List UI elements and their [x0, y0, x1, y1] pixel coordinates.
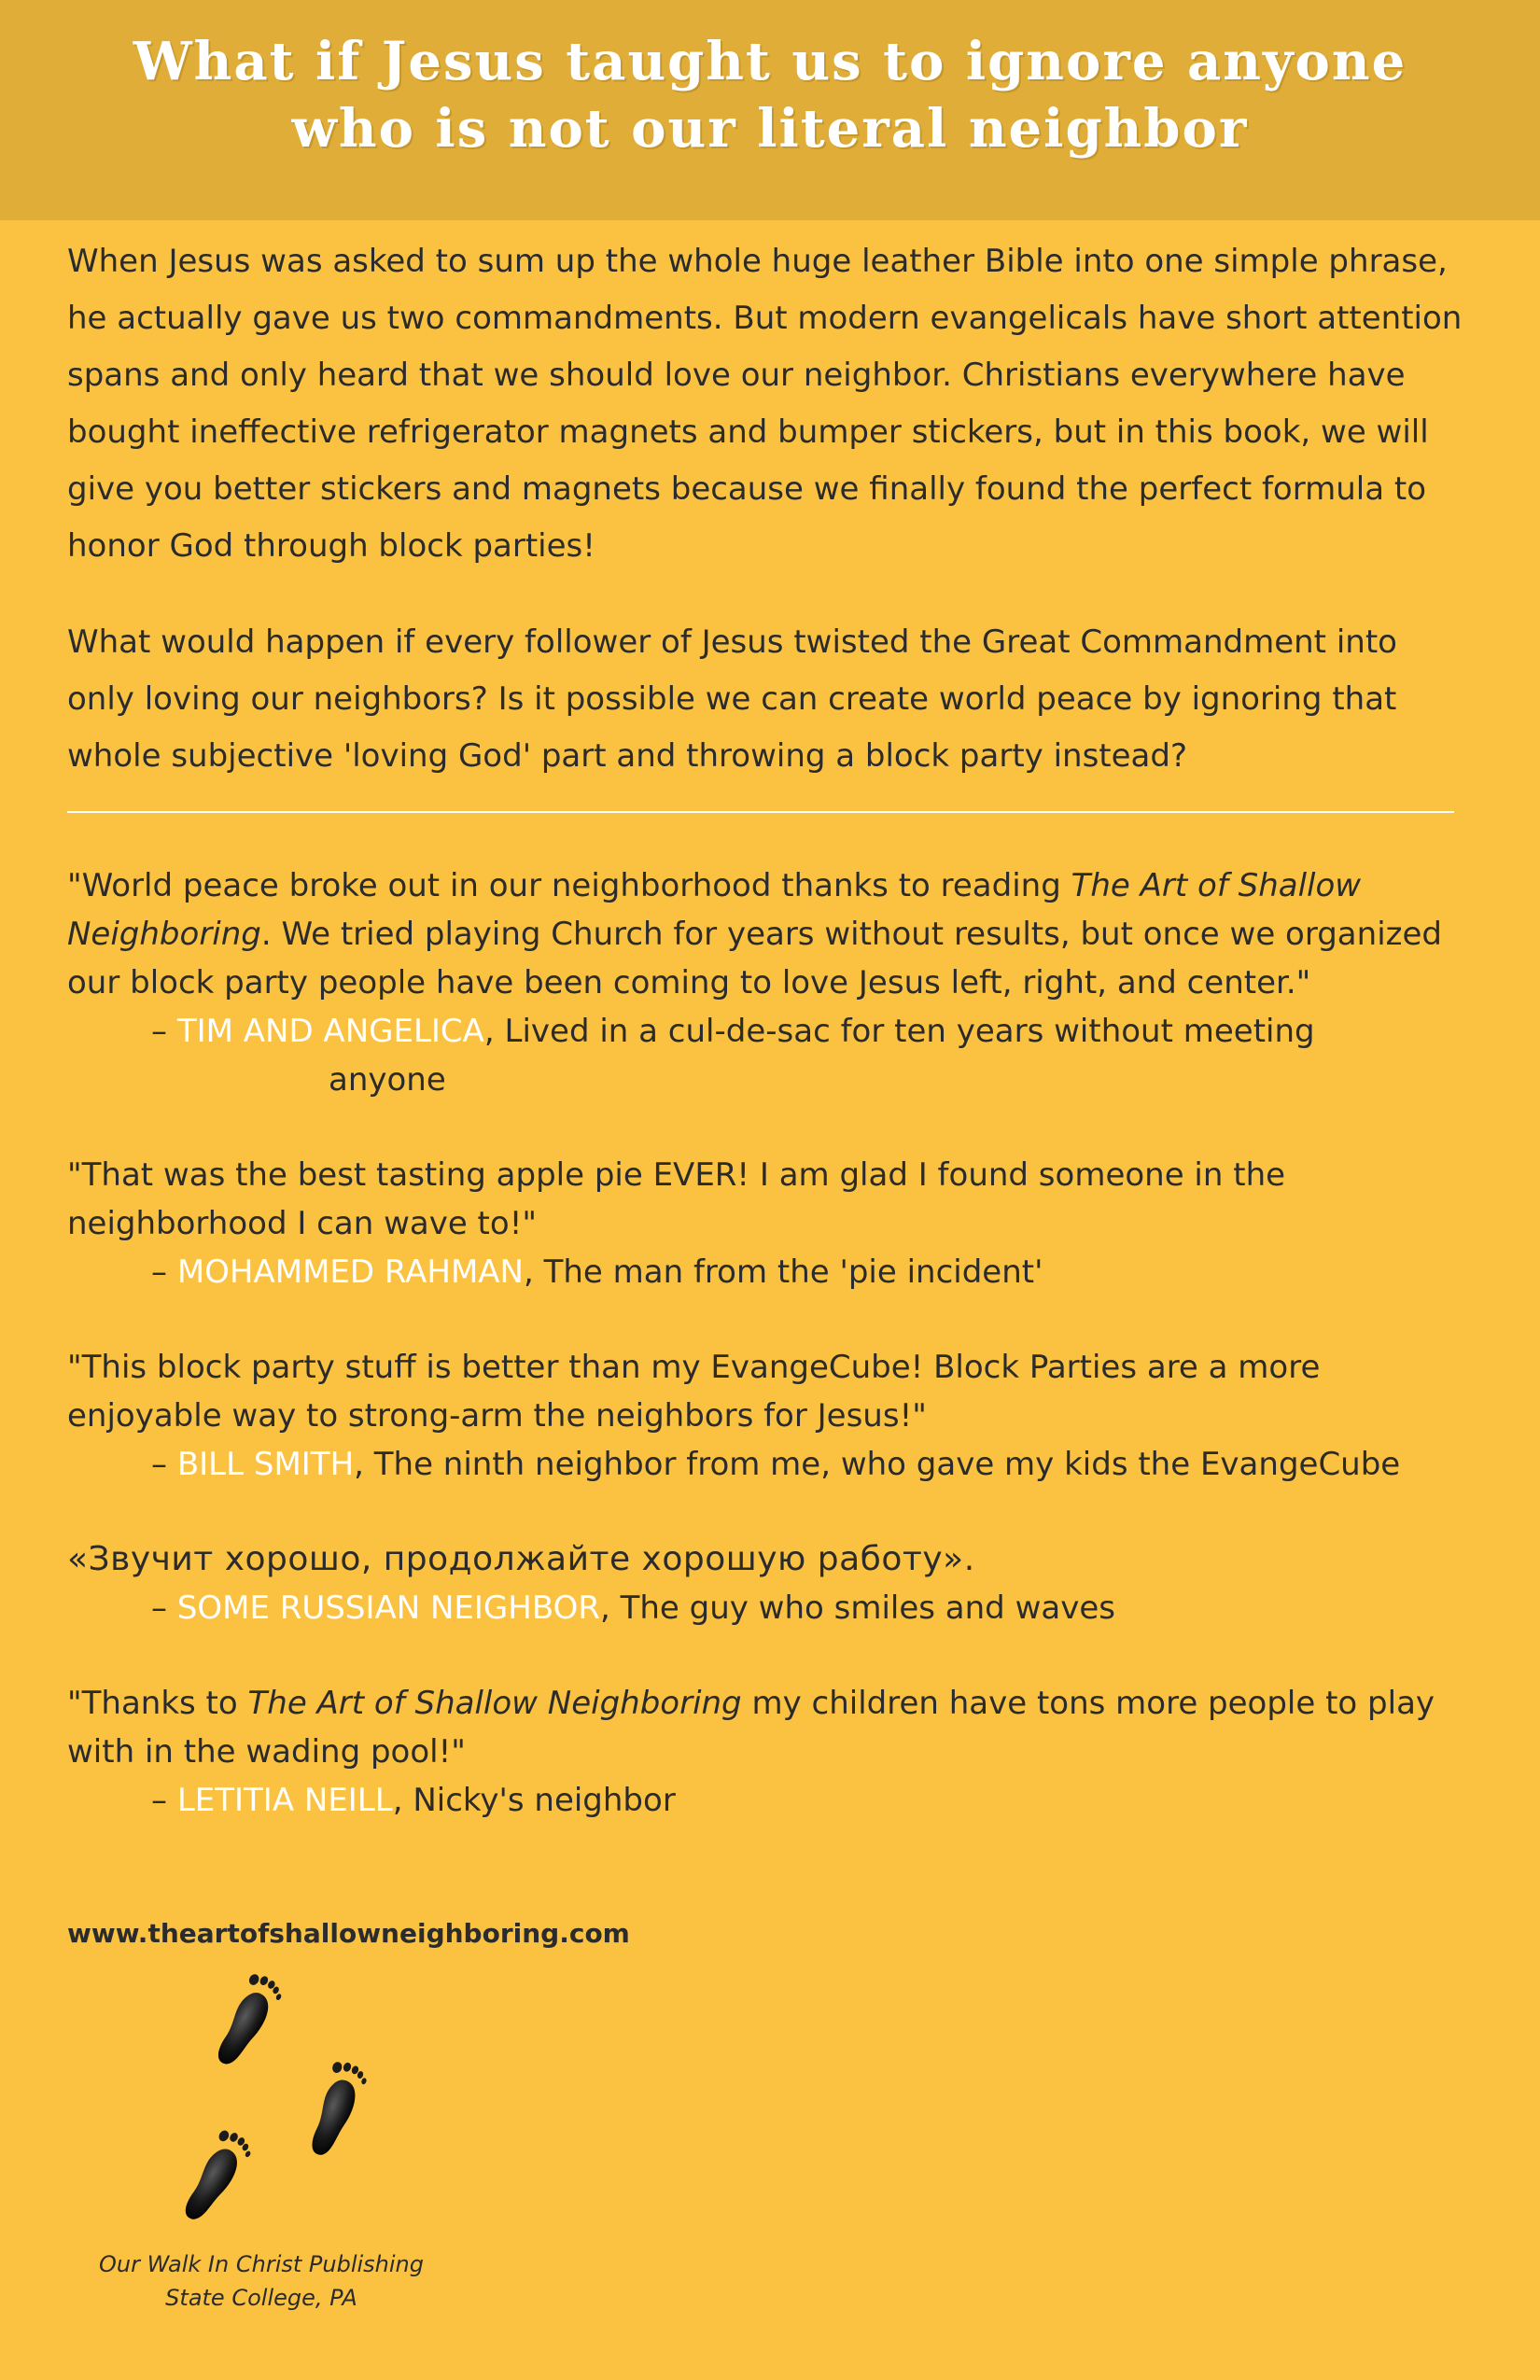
testimonial-author: MOHAMMED RAHMAN [176, 1253, 524, 1291]
title-line-1: What if Jesus taught us to ignore anyone [133, 31, 1407, 92]
testimonial-quote: "That was the best tasting apple pie EVER! I am glad I found someone in the neighborhood I can wave to!" [67, 1156, 1286, 1242]
testimonial-attribution: – MOHAMMED RAHMAN, The man from the 'pie incident' [151, 1253, 1043, 1291]
title-banner [0, 0, 1540, 220]
author-description: , Nicky's neighbor [392, 1782, 676, 1819]
book-title: The Art of Shallow Neighboring [67, 867, 1362, 953]
testimonial-quote: "World peace broke out in our neighborhood thanks to reading The Art of Shallow Neighboring. We tried playing Church for years without results, but once we organized our block party people have been coming to love Jesus left, right, and center." [67, 867, 1442, 1001]
book-title: The Art of Shallow Neighboring [247, 1685, 742, 1722]
description-paragraph-1: When Jesus was asked to sum up the whole huge leather Bible into one simple phrase, he actually gave us two commandments. But modern evangelicals have short attention spans and only heard that we should love our neighbor. Christians everywhere have bought ineffective refrigerator magnets and bumper stickers, but in this book, we will give you better stickers and magnets because we finally found the perfect formula to honor God through block parties! [67, 243, 1463, 565]
author-description: , The man from the 'pie incident' [523, 1253, 1043, 1291]
testimonial-author: SOME RUSSIAN NEIGHBOR [176, 1589, 600, 1627]
footprint [208, 1974, 287, 2073]
testimonial [67, 1535, 1467, 1632]
testimonial-attribution: – BILL SMITH, The ninth neighbor from me, who gave my kids the EvangeCube [151, 1446, 1401, 1483]
testimonial [67, 1679, 1467, 1825]
testimonials [67, 861, 1467, 1825]
publisher-name: Our Walk In Christ Publishing [99, 2251, 424, 2277]
page-title [0, 28, 1540, 162]
testimonial [67, 1151, 1467, 1296]
testimonial-quote: "Thanks to The Art of Shallow Neighboring my children have tons more people to play with in the wading pool!" [67, 1685, 1435, 1771]
author-description-continued: anyone [329, 1061, 446, 1099]
author-description: , Lived in a cul-de-sac for ten years without meeting [483, 1013, 1315, 1050]
testimonial-attribution: – LETITIA NEILL, Nicky's neighbor [151, 1782, 676, 1819]
testimonial [67, 1343, 1467, 1489]
testimonial-attribution: – SOME RUSSIAN NEIGHBOR, The guy who smiles and waves [151, 1589, 1115, 1627]
title-line-2: who is not our literal neighbor [291, 98, 1249, 160]
testimonial-author: TIM AND ANGELICA [176, 1013, 484, 1050]
testimonial-quote: "This block party stuff is better than my EvangeCube! Block Parties are a more enjoyable way to strong-arm the neighbors for Jesus!" [67, 1349, 1321, 1435]
author-description: , The guy who smiles and waves [599, 1589, 1115, 1627]
website-url: www.theartofshallowneighboring.com [67, 1918, 630, 1949]
publisher-info [65, 2247, 457, 2315]
footprint [302, 2058, 371, 2162]
book-description [67, 233, 1467, 785]
testimonial-author: LETITIA NEILL [176, 1782, 393, 1819]
footprints-icon [168, 1974, 392, 2254]
publisher-location: State College, PA [165, 2285, 357, 2311]
back-cover-content [67, 233, 1467, 1871]
testimonial-author: BILL SMITH [176, 1446, 355, 1483]
author-description: , The ninth neighbor from me, who gave my kids the EvangeCube [354, 1446, 1401, 1483]
section-divider [67, 811, 1454, 813]
testimonial-attribution: – TIM AND ANGELICA, Lived in a cul-de-sac for ten years without meeting anyone [151, 1007, 1421, 1104]
description-paragraph-2: What would happen if every follower of Jesus twisted the Great Commandment into only loving our neighbors? Is it possible we can create world peace by ignoring that whole subjective 'loving God' part and throwing a block party instead? [67, 623, 1397, 775]
testimonial-quote: «Звучит хорошо, продолжайте хорошую работу». [67, 1540, 975, 1578]
footprint [175, 2126, 256, 2229]
testimonial [67, 861, 1467, 1104]
